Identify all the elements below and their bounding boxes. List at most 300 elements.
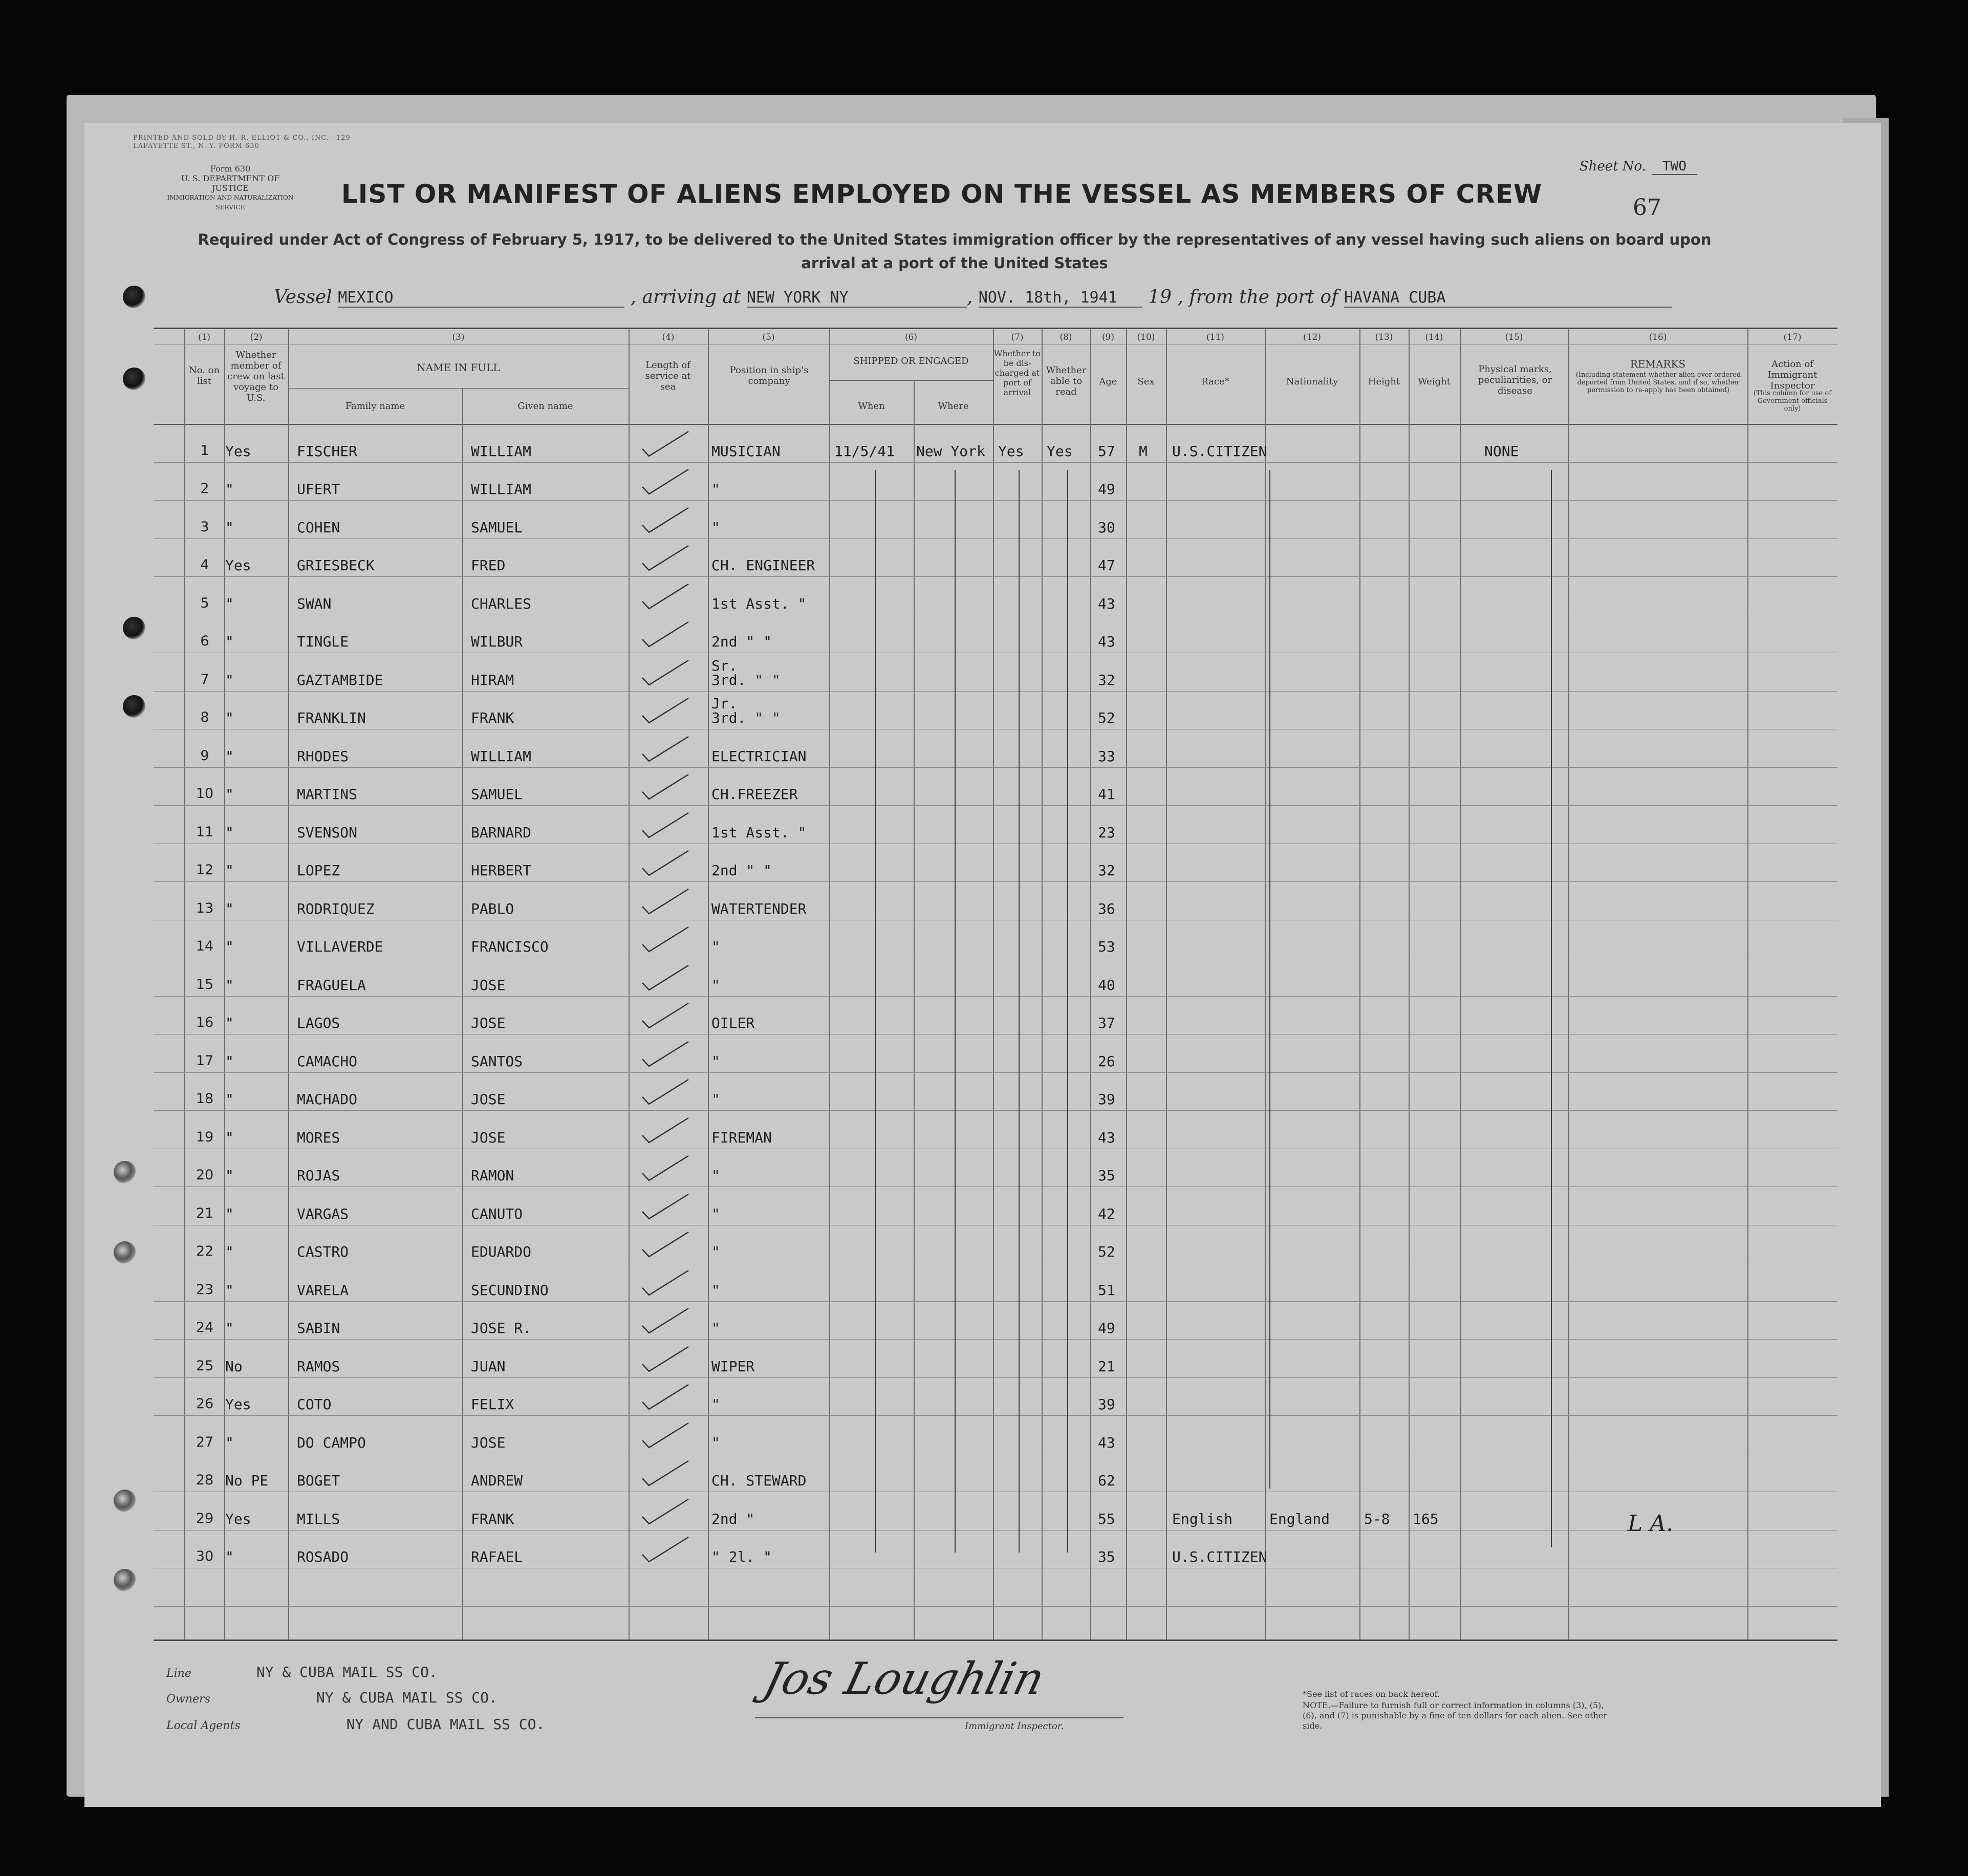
cell-last: " <box>225 1434 234 1451</box>
page-subtitle: Required under Act of Congress of February 5, 1917, to be delivered to the United States immigration officer by the representatives of any vessel having such aliens on board upon arrival at a port of the United States <box>198 231 1712 272</box>
row-divider <box>154 767 1837 768</box>
cell-position: 2nd " " <box>711 633 772 650</box>
row-number: 9 <box>200 747 209 764</box>
cell-age: 39 <box>1098 1091 1115 1108</box>
col10-number: (10) <box>1137 332 1155 342</box>
cell-position: CH. ENGINEER <box>711 557 815 574</box>
cell-age: 62 <box>1098 1472 1115 1489</box>
check-mark-icon <box>640 999 691 1030</box>
owners-field <box>166 1689 498 1706</box>
cell-last: Yes <box>225 1510 251 1527</box>
cell-given: FELIX <box>471 1396 514 1413</box>
check-mark-icon <box>640 1114 691 1145</box>
row-number: 11 <box>196 824 214 840</box>
cell-sex: M <box>1139 442 1148 460</box>
cell-given: FRANK <box>471 1510 514 1527</box>
cell-marks: NONE <box>1484 442 1519 460</box>
cell-given: ANDREW <box>471 1472 523 1489</box>
cell-family: COHEN <box>297 519 340 536</box>
cell-last: " <box>225 1281 234 1299</box>
arrival-date: NOV. 18th, 1941 <box>979 289 1142 308</box>
col6-header: SHIPPED OR ENGAGED <box>853 356 969 366</box>
row-number: 29 <box>196 1510 214 1526</box>
from-port: HAVANA CUBA <box>1344 289 1672 308</box>
check-mark-icon <box>640 770 691 801</box>
signature-line <box>755 1717 1123 1718</box>
cell-last: " <box>225 1320 234 1336</box>
cell-last: " <box>225 1129 234 1146</box>
check-mark-icon <box>640 1457 691 1487</box>
check-mark-icon <box>640 847 691 877</box>
check-mark-icon <box>640 1343 691 1373</box>
cell-family: UFERT <box>297 481 340 498</box>
owners-label: Owners <box>166 1693 210 1706</box>
column-divider <box>1126 329 1127 1640</box>
cell-age: 41 <box>1098 786 1115 803</box>
cell-given: JOSE <box>471 976 506 994</box>
cell-given: PABLO <box>471 900 514 917</box>
cell-given: JOSE <box>471 1434 506 1451</box>
cell-age: 49 <box>1098 481 1115 498</box>
cell-last: " <box>225 595 234 612</box>
binder-hole <box>114 1490 136 1512</box>
cell-given: FRANCISCO <box>471 938 549 955</box>
column-divider <box>1460 329 1461 1640</box>
manifest-page <box>84 123 1881 1807</box>
col1-number: (1) <box>198 332 211 342</box>
cell-last: " <box>225 786 234 803</box>
cell-family: VARGAS <box>297 1205 349 1222</box>
column-divider <box>914 380 915 1640</box>
row-number: 14 <box>196 938 214 954</box>
check-mark-icon <box>640 961 691 992</box>
cell-family: MORES <box>297 1129 340 1146</box>
row-number: 23 <box>196 1281 214 1298</box>
row-number: 21 <box>196 1205 214 1221</box>
cell-age: 21 <box>1098 1357 1115 1375</box>
line-label: Line <box>166 1667 191 1680</box>
col12-number: (12) <box>1303 332 1321 342</box>
cell-position: " <box>711 1167 720 1184</box>
col17-subheader: (This column for use of Government officials only) <box>1753 390 1832 413</box>
cell-family: CAMACHO <box>297 1052 358 1070</box>
cell-given: WILLIAM <box>471 481 532 498</box>
arriving-label: , arriving at <box>630 287 741 308</box>
cell-height: 5-8 <box>1364 1510 1390 1527</box>
cell-position: " <box>711 1396 720 1413</box>
cell-race: English <box>1172 1510 1233 1527</box>
row-divider <box>154 1072 1837 1073</box>
header-divider <box>154 424 1837 425</box>
when-header: When <box>858 401 885 412</box>
cell-family: BOGET <box>297 1472 340 1489</box>
year-label: 19 <box>1148 287 1172 308</box>
line-value: NY & CUBA MAIL SS CO. <box>256 1664 438 1680</box>
col14-header: Weight <box>1418 376 1451 387</box>
col15-header: Physical marks, peculiarities, or disease <box>1478 364 1552 396</box>
cell-position: " <box>711 1091 720 1108</box>
cell-position: 3rd. " " <box>711 709 781 726</box>
cell-age: 52 <box>1098 709 1115 726</box>
ditto-stroke <box>1269 470 1270 1489</box>
cell-given: SECUNDINO <box>471 1281 549 1299</box>
cell-age: 55 <box>1098 1510 1115 1527</box>
cell-position: " <box>711 938 720 955</box>
row-number: 4 <box>200 557 209 573</box>
cell-last: Yes <box>225 557 251 574</box>
row-number: 2 <box>200 481 209 497</box>
row-number: 28 <box>196 1472 214 1488</box>
cell-position: ELECTRICIAN <box>711 747 807 765</box>
col8-header: Whether able to read <box>1046 365 1087 397</box>
cell-family: MACHADO <box>297 1091 358 1108</box>
cell-given: JOSE R. <box>471 1320 532 1336</box>
check-mark-icon <box>640 1533 691 1564</box>
ditto-stroke <box>875 470 876 1552</box>
shipped-subheader-line <box>829 380 993 381</box>
cell-given: SAMUEL <box>471 786 523 803</box>
col13-number: (13) <box>1375 332 1393 342</box>
cell-position: " <box>711 1205 720 1222</box>
cell-last: " <box>225 938 234 955</box>
column-divider <box>1265 329 1266 1640</box>
check-mark-icon <box>640 1304 691 1335</box>
binder-hole <box>123 286 145 308</box>
col16-number: (16) <box>1649 332 1667 342</box>
row-number: 8 <box>200 709 209 725</box>
cell-family: SVENSON <box>297 824 358 841</box>
column-divider <box>1747 329 1748 1640</box>
cell-position: WIPER <box>711 1357 755 1375</box>
check-mark-icon <box>640 504 691 534</box>
row-number: 13 <box>196 900 214 916</box>
cell-given: WILLIAM <box>471 747 532 765</box>
line-field <box>166 1664 438 1680</box>
cell-family: MARTINS <box>297 786 358 803</box>
cell-last: " <box>225 633 234 650</box>
row-number: 27 <box>196 1434 214 1450</box>
cell-age: 42 <box>1098 1205 1115 1222</box>
cell-position-prefix: Jr. <box>711 695 738 712</box>
col2-header: Whether member of crew on last voyage to U.S. <box>227 350 285 403</box>
cell-family: RHODES <box>297 747 349 765</box>
binder-hole <box>114 1569 136 1591</box>
check-mark-icon <box>640 923 691 954</box>
cell-given: SAMUEL <box>471 519 523 536</box>
column-divider <box>829 329 830 1640</box>
column-divider <box>1568 329 1569 1640</box>
vessel-name: MEXICO <box>338 289 624 308</box>
crew-table <box>154 328 1837 1641</box>
column-divider <box>1409 329 1410 1640</box>
check-mark-icon <box>640 618 691 649</box>
sheet-value: TWO <box>1652 159 1697 175</box>
vessel-label: Vessel <box>274 287 332 308</box>
cell-last: No <box>225 1357 243 1375</box>
binder-hole <box>123 368 145 390</box>
inspector-label: Immigrant Inspector. <box>965 1721 1064 1732</box>
col6-number: (6) <box>904 332 918 342</box>
cell-family: FISCHER <box>297 442 358 460</box>
cell-age: 49 <box>1098 1320 1115 1336</box>
cell-last: " <box>225 862 234 879</box>
cell-family: RODRIQUEZ <box>297 900 375 917</box>
cell-family: GAZTAMBIDE <box>297 671 383 688</box>
check-mark-icon <box>640 465 691 496</box>
col10-header: Sex <box>1137 376 1155 387</box>
row-divider <box>154 996 1837 997</box>
col4-number: (4) <box>662 332 675 342</box>
cell-given: BARNARD <box>471 824 532 841</box>
cell-family: SWAN <box>297 595 332 612</box>
cell-family: CASTRO <box>297 1243 349 1260</box>
cell-last: " <box>225 747 234 765</box>
check-mark-icon <box>640 1152 691 1182</box>
check-mark-icon <box>640 1190 691 1221</box>
cell-last: Yes <box>225 1396 251 1413</box>
cell-family: FRAGUELA <box>297 976 366 994</box>
cell-when: 11/5/41 <box>834 442 895 460</box>
check-mark-icon <box>640 1038 691 1068</box>
row-number: 24 <box>196 1320 214 1335</box>
cell-family: ROSADO <box>297 1548 349 1565</box>
cell-family: FRANKLIN <box>297 709 366 726</box>
col1-header: No. on list <box>188 365 220 386</box>
cell-position: " 2l. " <box>711 1548 772 1565</box>
column-divider <box>462 388 463 1640</box>
cell-position: " <box>711 1052 720 1070</box>
cell-age: 43 <box>1098 1129 1115 1146</box>
col7-header: Whether to be dis-charged at port of arrival <box>993 349 1041 397</box>
cell-position: 1st Asst. " <box>711 595 807 612</box>
cell-age: 43 <box>1098 633 1115 650</box>
cell-position: " <box>711 1281 720 1299</box>
cell-age: 37 <box>1098 1015 1115 1031</box>
row-number: 7 <box>200 671 209 687</box>
from-label: , from the port of <box>1177 287 1338 308</box>
column-divider <box>993 329 994 1640</box>
cell-age: 32 <box>1098 862 1115 879</box>
col17-number: (17) <box>1783 332 1802 342</box>
cell-last: No PE <box>225 1472 269 1489</box>
column-divider <box>184 329 185 1640</box>
races-note: *See list of races on back hereof. <box>1303 1689 1440 1699</box>
col14-number: (14) <box>1425 332 1443 342</box>
cell-position: " <box>711 481 720 498</box>
form-number: Form 630 <box>210 164 251 174</box>
row-divider <box>154 462 1837 463</box>
column-divider <box>629 329 630 1640</box>
col11-header: Race* <box>1201 376 1229 387</box>
col15-number: (15) <box>1505 332 1523 342</box>
cell-last: " <box>225 671 234 688</box>
ditto-stroke <box>1019 470 1020 1552</box>
cell-age: 30 <box>1098 519 1115 536</box>
row-divider <box>154 1301 1837 1302</box>
cell-age: 57 <box>1098 442 1115 460</box>
cell-position: 1st Asst. " <box>711 824 807 841</box>
column-divider <box>1090 329 1091 1640</box>
row-divider <box>154 538 1837 539</box>
cell-last: " <box>225 1052 234 1070</box>
col3-header: NAME IN FULL <box>417 361 500 374</box>
cell-position: " <box>711 1320 720 1336</box>
cell-given: JUAN <box>471 1357 506 1375</box>
cell-last: " <box>225 1243 234 1260</box>
cell-last: " <box>225 1205 234 1222</box>
cell-family: SABIN <box>297 1320 340 1336</box>
row-divider <box>154 805 1837 806</box>
binder-hole <box>123 695 145 718</box>
cell-family: TINGLE <box>297 633 349 650</box>
printer-imprint: PRINTED AND SOLD BY H. R. ELLIOT & CO., INC.—129 LAFAYETTE ST., N. Y. FORM 630 <box>133 134 351 150</box>
cell-family: LAGOS <box>297 1015 340 1031</box>
cell-position: FIREMAN <box>711 1129 772 1146</box>
cell-given: CHARLES <box>471 595 532 612</box>
cell-remarks: L A. <box>1628 1510 1673 1537</box>
cell-last: " <box>225 481 234 498</box>
cell-given: JOSE <box>471 1129 506 1146</box>
col8-number: (8) <box>1059 332 1072 342</box>
ditto-stroke <box>1067 470 1068 1552</box>
cell-family: LOPEZ <box>297 862 340 879</box>
row-number: 6 <box>200 633 209 649</box>
cell-family: MILLS <box>297 1510 340 1527</box>
column-divider <box>708 329 709 1640</box>
check-mark-icon <box>640 1495 691 1526</box>
column-divider <box>288 329 289 1640</box>
cell-race: U.S.CITIZEN <box>1172 442 1267 460</box>
cell-position: CH.FREEZER <box>711 786 798 803</box>
cell-age: 51 <box>1098 1281 1115 1299</box>
cell-last: " <box>225 976 234 994</box>
department-name: U. S. DEPARTMENT OF JUSTICE <box>181 174 280 193</box>
row-number: 18 <box>196 1091 214 1107</box>
family-name-header: Family name <box>345 401 405 412</box>
row-divider <box>154 691 1837 692</box>
cell-where: New York <box>916 442 985 460</box>
binder-hole <box>114 1161 136 1183</box>
row-number: 19 <box>196 1129 214 1145</box>
check-mark-icon <box>640 1228 691 1259</box>
row-number: 16 <box>196 1015 214 1030</box>
check-mark-icon <box>640 1419 691 1450</box>
row-number: 20 <box>196 1167 214 1183</box>
cell-family: COTO <box>297 1396 332 1413</box>
cell-age: 43 <box>1098 1434 1115 1451</box>
binder-hole <box>114 1241 136 1264</box>
cell-family: VILLAVERDE <box>297 938 383 955</box>
cell-age: 35 <box>1098 1548 1115 1565</box>
cell-position: CH. STEWARD <box>711 1472 807 1489</box>
col11-number: (11) <box>1206 332 1224 342</box>
col2-number: (2) <box>250 332 263 342</box>
check-mark-icon <box>640 656 691 687</box>
cell-last: " <box>225 709 234 726</box>
cell-given: WILBUR <box>471 633 523 650</box>
check-mark-icon <box>640 732 691 763</box>
cell-discharged: Yes <box>998 442 1024 460</box>
cell-position: 2nd " <box>711 1510 755 1527</box>
cell-given: RAMON <box>471 1167 514 1184</box>
cell-age: 32 <box>1098 671 1115 688</box>
cell-age: 52 <box>1098 1243 1115 1260</box>
cell-age: 39 <box>1098 1396 1115 1413</box>
col13-header: Height <box>1368 376 1400 387</box>
cell-position: OILER <box>711 1015 755 1031</box>
cell-race: U.S.CITIZEN <box>1172 1548 1267 1565</box>
cell-age: 35 <box>1098 1167 1115 1184</box>
column-divider <box>1042 329 1043 1640</box>
cell-given: HIRAM <box>471 671 514 688</box>
where-header: Where <box>938 401 969 412</box>
row-divider <box>154 1415 1837 1416</box>
cell-family: GRIESBECK <box>297 557 375 574</box>
cell-given: FRANK <box>471 709 514 726</box>
cell-last: " <box>225 1091 234 1108</box>
sheet-number <box>1580 159 1697 174</box>
cell-age: 53 <box>1098 938 1115 955</box>
check-mark-icon <box>640 1075 691 1106</box>
cell-last: " <box>225 1167 234 1184</box>
cell-nationality: England <box>1269 1510 1330 1527</box>
cell-position: " <box>711 1243 720 1260</box>
row-number: 30 <box>196 1548 214 1564</box>
cell-given: JOSE <box>471 1015 506 1031</box>
service-name: IMMIGRATION AND NATURALIZATION SERVICE <box>167 194 294 211</box>
agents-field <box>166 1716 545 1733</box>
row-number: 10 <box>196 786 214 802</box>
cell-age: 40 <box>1098 976 1115 994</box>
row-number: 26 <box>196 1396 214 1412</box>
cell-family: DO CAMPO <box>297 1434 366 1451</box>
check-mark-icon <box>640 427 691 458</box>
col12-header: Nationality <box>1286 376 1338 387</box>
row-number: 12 <box>196 862 214 878</box>
row-number: 1 <box>200 442 209 459</box>
cell-given: WILLIAM <box>471 442 532 460</box>
agents-value: NY AND CUBA MAIL SS CO. <box>346 1716 545 1733</box>
agents-label: Local Agents <box>166 1719 241 1732</box>
given-name-header: Given name <box>517 401 573 412</box>
check-mark-icon <box>640 1381 691 1411</box>
row-number: 15 <box>196 976 214 993</box>
cell-family: RAMOS <box>297 1357 340 1375</box>
check-mark-icon <box>640 1266 691 1297</box>
column-number-divider <box>154 344 1837 345</box>
row-number: 3 <box>200 519 209 535</box>
cell-age: 23 <box>1098 824 1115 841</box>
col5-header: Position in ship's company <box>729 365 809 386</box>
cell-given: HERBERT <box>471 862 532 879</box>
cell-read: Yes <box>1047 442 1073 460</box>
col3-number: (3) <box>452 332 465 342</box>
cell-family: VARELA <box>297 1281 349 1299</box>
cell-age: 26 <box>1098 1052 1115 1070</box>
cell-position: 2nd " " <box>711 862 772 879</box>
col9-header: Age <box>1099 376 1117 387</box>
row-divider <box>154 1377 1837 1378</box>
row-number: 5 <box>200 595 209 611</box>
cell-last: " <box>225 519 234 536</box>
col5-number: (5) <box>762 332 775 342</box>
cell-given: SANTOS <box>471 1052 523 1070</box>
cell-position: MUSICIAN <box>711 442 781 460</box>
check-mark-icon <box>640 580 691 611</box>
cell-last: " <box>225 824 234 841</box>
check-mark-icon <box>640 809 691 839</box>
page-number: 67 <box>1633 195 1661 221</box>
